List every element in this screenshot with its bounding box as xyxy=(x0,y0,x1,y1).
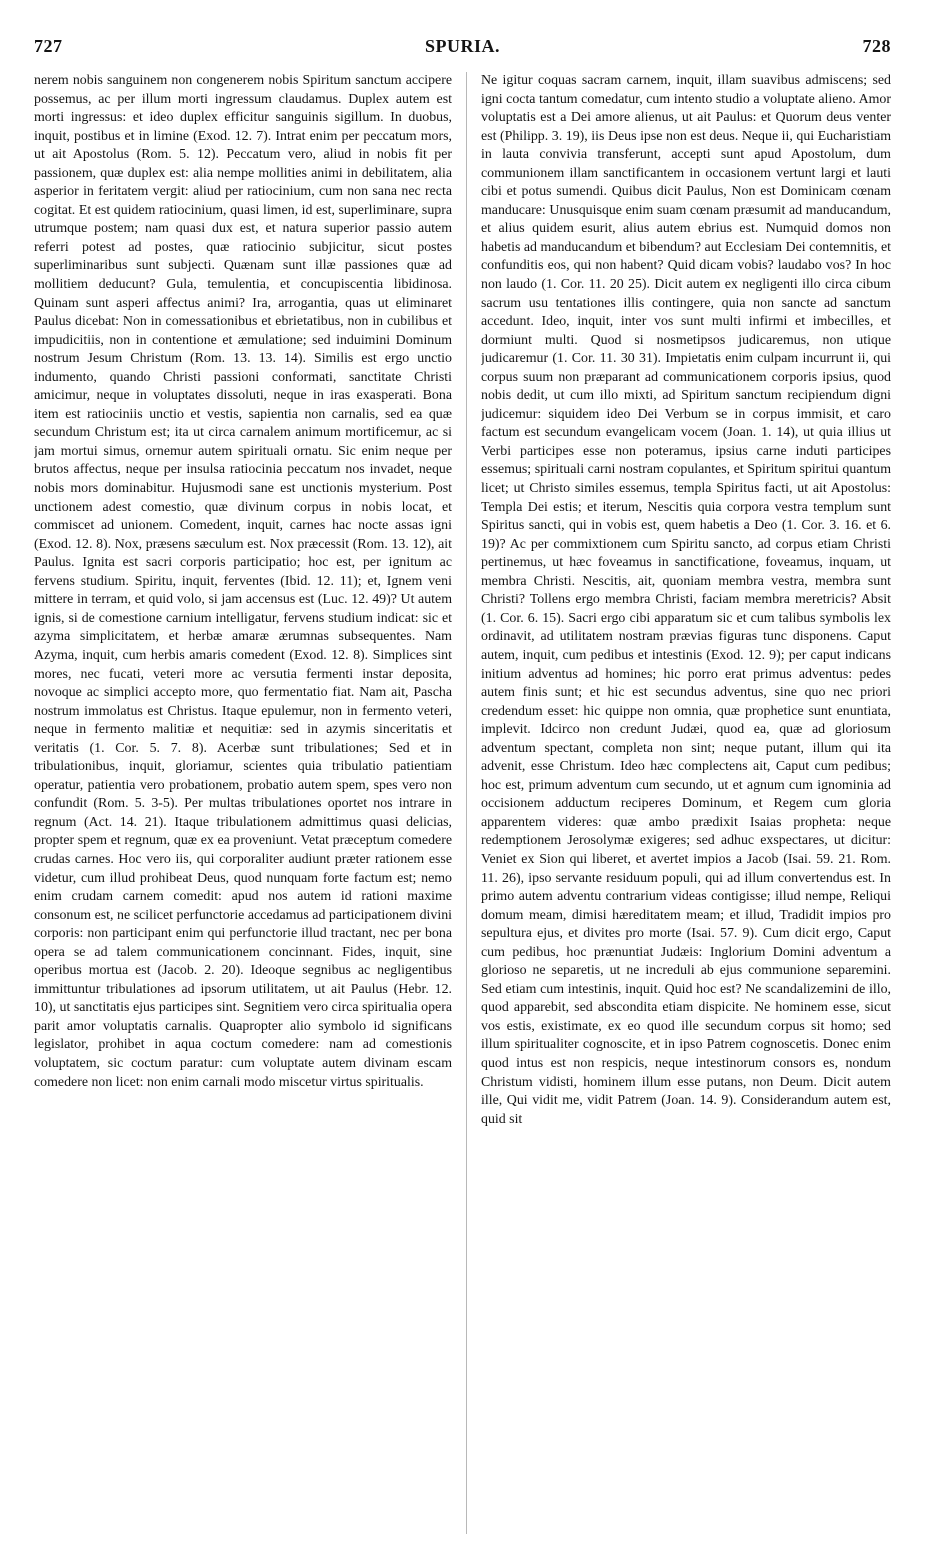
page-number-left: 727 xyxy=(34,36,63,56)
left-column xyxy=(34,72,452,1537)
right-column xyxy=(481,72,891,1537)
page-number-right: 728 xyxy=(862,36,891,56)
running-header xyxy=(34,36,891,66)
left-column-text: nerem nobis sanguinem non congenerem nobis Spiritum sanctum accipere possemus, ac per illum morti ingressum claudamus. Duplex autem est morti ingressus: et ideo duplex efficitur sanguinis sigillum. In duobus, inquit, postibus et in limine (Exod. 12. 7). Intrat enim per peccatum mors, ut ait Apostolus (Rom. 5. 12). Peccatum vero, aliud in nobis fit per passionem, quæ duplex est: alia nempe mollities animi in debilitatem, alia asperior in feritatem vergit: aliud per ratiocinium, cum non sana nec recta cogitat. Et est quidem ratiocinium, quasi limen, id est, superliminare, supra utrumque postem; nam quasi dux est, et natura superior passio autem referri potest ad postes, quæ ratiocinio subjicitur, sicut postes superliminaribus sunt subjecti. Quænam sunt illæ passiones quæ ad mollitiem deducunt? Gula, temulentia, et concupiscentia libidinosa. Quinam sunt asperi affectus animi? Ira, arrogantia, quas ut eliminaret Paulus dicebat: Non in comessationibus et ebrietatibus, non in cubilibus et impudicitiis, non in contentione et æmulatione; sed induimini Dominum nostrum Jesum Christum (Rom. 13. 13. 14). Similis est ergo unctio indumento, quando Christi passioni conformati, sanctitate Christi amicimur, neque in voluptates dissoluti, neque in iras exasperati. Bona item est ratiociniis unctio et vestis, sapientia non carnalis, sed ea quæ secundum Christum est; ita ut circa carnalem animum mortificemur, ac si jam mortui simus, ornemur autem spirituali ornatu. Sic enim neque per brutos affectus, neque per insulsa ratiocinia peccatum nos invadet, neque nobis mors dominabitur. Hujusmodi sane est unctionis mysterium. Post unctionem adest comestio, quæ divinum corpus in nobis locat, et commiscet ad unionem. Comedent, inquit, carnes hac nocte assas igni (Exod. 12. 8). Nox, præsens sæculum est. Nox præcessit (Rom. 13. 12), ait Paulus. Ignita est sacri corporis participatio; hoc est, per ignitum ac fervens studium. Spiritu, inquit, ferventes (Ibid. 12. 11); et, Ignem veni mittere in terram, et quid volo, si jam accensus est (Luc. 12. 49)? Ut autem ignis, si de comestione carnium intelligatur, fervens studium indicat: sic et azyma simplicitatem, et herbæ amaræ ærumnas subsequentes. Nam Azyma, inquit, cum herbis amaris comedent (Exod. 12. 8). Simplices sint mores, nec fucati, veteri more ac versutia fermenti instar deposita, novoque ac simplici accepto more, quo fermentatio fiat. Nam ait, Pascha nostrum immolatus est Christus. Itaque epulemur, non in fermento veteri, neque in fermento malitiæ et nequitiæ: sed in azymis sinceritatis et veritatis (1. Cor. 5. 7. 8). Acerbæ sunt tribulationes; Sed et in tribulationibus, inquit, gloriamur, scientes quia tribulatio patientiam operatur, patientia vero probationem, probatio autem spem, spes vero non confundit (Rom. 5. 3-5). Per multas tribulationes oportet nos intrare in regnum (Act. 14. 21). Itaque tribulationem admittimus quasi delicias, propter spem et regnum, quæ ex ea proveniunt. Vetat præceptum comedere crudas carnes. Hoc vero iis, qui corporaliter audiunt præter rationem esse videtur, cum illud prohibeat Deus, quod nunquam forte factum est; nemo enim crudam carnem comedit: apud nos autem id rationi maxime consonum est, ne scilicet perfunctorie accedamus ad participationem divini corporis: non participant enim qui perfunctorie illud tractant, nec per bona opera se ad talem communicationem concinnant. Fides, inquit, sine operibus mortua est (Jacob. 2. 20). Ideoque segnibus ac negligentibus immittuntur tribulationes ad ipsorum utilitatem, ut ait Paulus (Hebr. 12. 10), ut sanctitatis ejus participes sint. Segnitiem vero circa spiritualia opera parit amor voluptatis carnalis. Quapropter alio symbolo id significans legislator, prohibet in aqua coctum comedere: nam ad comestionis voluptatem, sic coctum paratur: cum voluptate autem divinam escam comedere non licet: non enim carnali modo miscetur virtus spiritualis. xyxy=(34,73,452,1090)
running-title: SPURIA. xyxy=(424,36,500,56)
right-column-text: Ne igitur coquas sacram carnem, inquit, illam suavibus admiscens; sed igni cocta tantum comedatur, cum intento studio a voluptate alieno. Amor voluptatis est a Dei amore alienus, ut ait Paulus: et Quorum deus venter est (Philipp. 3. 19), iis Deus ipse non est deus. Neque ii, qui Eucharistiam in lauta convivia transferunt, accepti sunt apud Apostolum, dum communionem illam sanctificantem in occasionem vertunt largi et lauti cibi et potus sumendi. Quibus dicit Paulus, Non est Dominicam cœnam manducare: Unusquisque enim suam cœnam præsumit ad manducandum, et alius quidem esurit, alius autem ebrius est. Numquid domos non habetis ad manducandum et bibendum? aut Ecclesiam Dei contemnitis, et confunditis eos, qui non habent? Quid dicam vobis? laudabo vos? In hoc non laudo (1. Cor. 11. 20 25). Dicit autem ex negligenti illo circa cibum sacrum usu tentationes illis contingere, quia non sancte ad sanctum accedunt. Ideo, inquit, inter vos sunt multi infirmi et imbecilles, et dormiunt multi. Quod si nosmetipsos judicaremus, non utique judicaremur (1. Cor. 11. 30 31). Impietatis enim culpam incurrunt ii, qui corpus suum non præparant ad communicationem corporis ipsius, quod nobis dedit, ut cum illo mixti, ad Spiritum sanctum recipiendum digni judicemur: siquidem ideo Dei Verbum se in corpus immisit, et caro factum est secundum evangelicam vocem (Joan. 1. 14), ut quia illius ut Verbi participes esse non poteramus, ipsius carne induti participes essemus; spirituali carni nostram copulantes, et Spiritum spiritui quantum licet; ut Christo similes essemus, templa Spiritus facti, ut ait Apostolus: Templa Dei estis; et iterum, Nescitis quia corpora vestra templum sunt Spiritus sancti, qui in vobis est, quem habetis a Deo (1. Cor. 3. 16. et 6. 19)? Ac per commixtionem cum Spiritu sancto, ad corpus etiam Christi pertinemus, ut hæc foveamus in sanctificatione, foveamus, inquam, ut membra Christi. Nescitis, ait, quoniam membra vestra, membra sunt Christi? Tollens ergo membra Christi, faciam membra meretricis? Absit (1. Cor. 6. 15). Sacri ergo cibi apparatum sic et cum talibus symbolis lex ordinavit, ad utilitatem nostram prævias figuras tunc disponens. Caput autem, inquit, cum pedibus et intestinis (Exod. 12. 9); per caput indicans initium adventus ad homines; hic porro erat primus adventus: pedes autem finis sunt; et hic est secundus adventus, sine quo nec priori credendum esset: hic quippe non omnia, quæ prophetice sunt enuntiata, implevit. Idcirco non credunt Judæi, quod ea, quæ ad gloriosum adventum spectant, completa non sint; neque putant, illum qui ita advenit, esse Christum. Ideo hæc complectens ait, Caput cum pedibus; hoc est, primum adventum cum secundo, ut et agnum cum ignominia ad occisionem adductum reciperes Dominum, et Regem cum gloria apparentem videres: quæ ambo prædixit Isaias propheta: neque redemptionem Jerosolymæ exigeres; sed adhuc exspectares, ut dicitur: Veniet ex Sion qui liberet, et avertet impios a Jacob (Isai. 59. 21. Rom. 11. 26), ipso servante residuum populi, qui ad illum convertendus est. In primo autem adventu contrarium videas contigisse; illud nempe, Reliqui domum meam, dimisi hæreditatem meam; et illud, Tradidit impios pro sepultura ejus, et divites pro morte (Isai. 57. 9). Cum dicit ergo, Caput cum pedibus, hoc prænuntiat Judæis: Inglorium Domini adventum a glorioso ne separetis, ut ne increduli ab ejus communione separemini. Sed etiam cum intestinis, inquit. Quid hoc est? Ne scandalizemini de illo, quod apparebit, sed abscondita etiam dispicite. Ne hominem esse, sicut vos estis, existimate, ex eo quod ille secundum corpus sit homo; sed illum spiritualiter cognoscite, et in ipso Patrem cognoscetis. Donec enim quod intus est non respicis, neque intestinorum consors es, nondum Christum vidisti, hominem illum esse putans, non Deum. Dicit autem ille, Qui vidit me, vidit Patrem (Joan. 14. 9). Considerandum autem est, quid sit xyxy=(481,73,891,1127)
column-divider xyxy=(466,72,467,1534)
